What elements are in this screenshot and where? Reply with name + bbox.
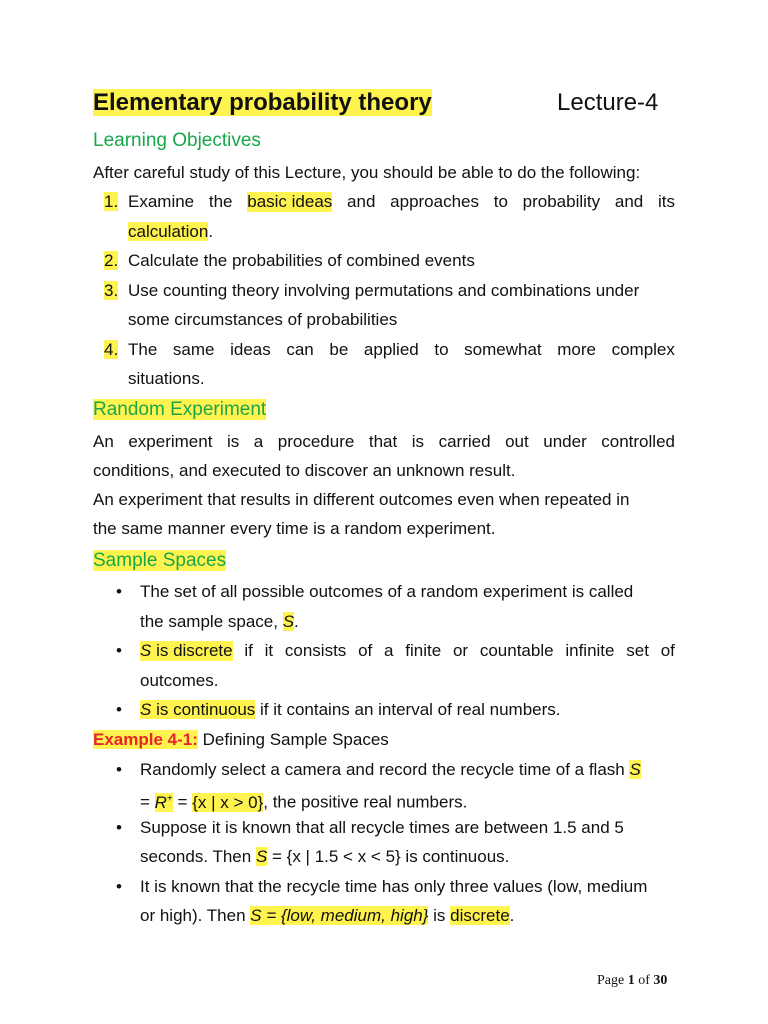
sample-space-b2-line-2: outcomes.	[140, 671, 219, 690]
bullet: •	[116, 760, 122, 779]
sample-space-b2-line-1: S is discrete if it consists of a finite or countable infinite set of	[140, 641, 675, 660]
sample-space-b1-line-2: the sample space, S.	[140, 612, 299, 631]
random-experiment-heading: Random Experiment	[93, 399, 267, 420]
example-e1-line-1: Randomly select a camera and record the recycle time of a flash S	[140, 760, 641, 779]
example-e3-line-1: It is known that the recycle time has only three values (low, medium	[140, 877, 648, 896]
example-e1-line-2: = R+ = {x | x > 0}, the positive real numbers.	[140, 792, 468, 812]
lecture-label: Lecture-4	[557, 89, 659, 116]
objective-4-line-1: The same ideas can be applied to somewhat more complex	[128, 340, 675, 359]
objectives-intro: After careful study of this Lecture, you should be able to do the following:	[93, 163, 641, 182]
example-e2-line-1: Suppose it is known that all recycle times are between 1.5 and 5	[140, 818, 624, 837]
page-footer: Page 1 of 30	[597, 973, 668, 988]
objective-3-line-1: Use counting theory involving permutations and combinations under	[128, 281, 640, 300]
example-heading: Example 4-1: Defining Sample Spaces	[93, 730, 389, 749]
bullet: •	[116, 818, 122, 837]
sample-space-b3: S is continuous if it contains an interval of real numbers.	[140, 700, 561, 719]
objective-number: 2.	[104, 251, 119, 270]
random-experiment-p1-line-1: An experiment is a procedure that is carried out under controlled	[93, 432, 675, 451]
objective-1-line-1: Examine the basic ideas and approaches to probability and its	[128, 192, 675, 211]
objective-4-line-2: situations.	[128, 369, 205, 388]
document-title: Elementary probability theory	[93, 89, 432, 116]
learning-objectives-heading: Learning Objectives	[93, 130, 261, 151]
objective-2: Calculate the probabilities of combined events	[128, 251, 475, 270]
bullet: •	[116, 700, 122, 719]
objective-number: 3.	[104, 281, 119, 300]
random-experiment-p2-line-2: the same manner every time is a random experiment.	[93, 519, 496, 538]
sample-space-b1-line-1: The set of all possible outcomes of a random experiment is called	[140, 582, 634, 601]
random-experiment-p1-line-2: conditions, and executed to discover an unknown result.	[93, 461, 516, 480]
objective-number: 1.	[104, 192, 119, 211]
random-experiment-p2-line-1: An experiment that results in different outcomes even when repeated in	[93, 490, 630, 509]
example-e3-line-2: or high). Then S = {low, medium, high} is discrete.	[140, 906, 515, 925]
objective-1-line-2: calculation.	[128, 222, 214, 241]
bullet: •	[116, 877, 122, 896]
objective-3-line-2: some circumstances of probabilities	[128, 310, 398, 329]
sample-spaces-heading: Sample Spaces	[93, 550, 227, 571]
bullet: •	[116, 641, 122, 660]
example-e2-line-2: seconds. Then S = {x | 1.5 < x < 5} is continuous.	[140, 847, 510, 866]
objective-number: 4.	[104, 340, 119, 359]
bullet: •	[116, 582, 122, 601]
